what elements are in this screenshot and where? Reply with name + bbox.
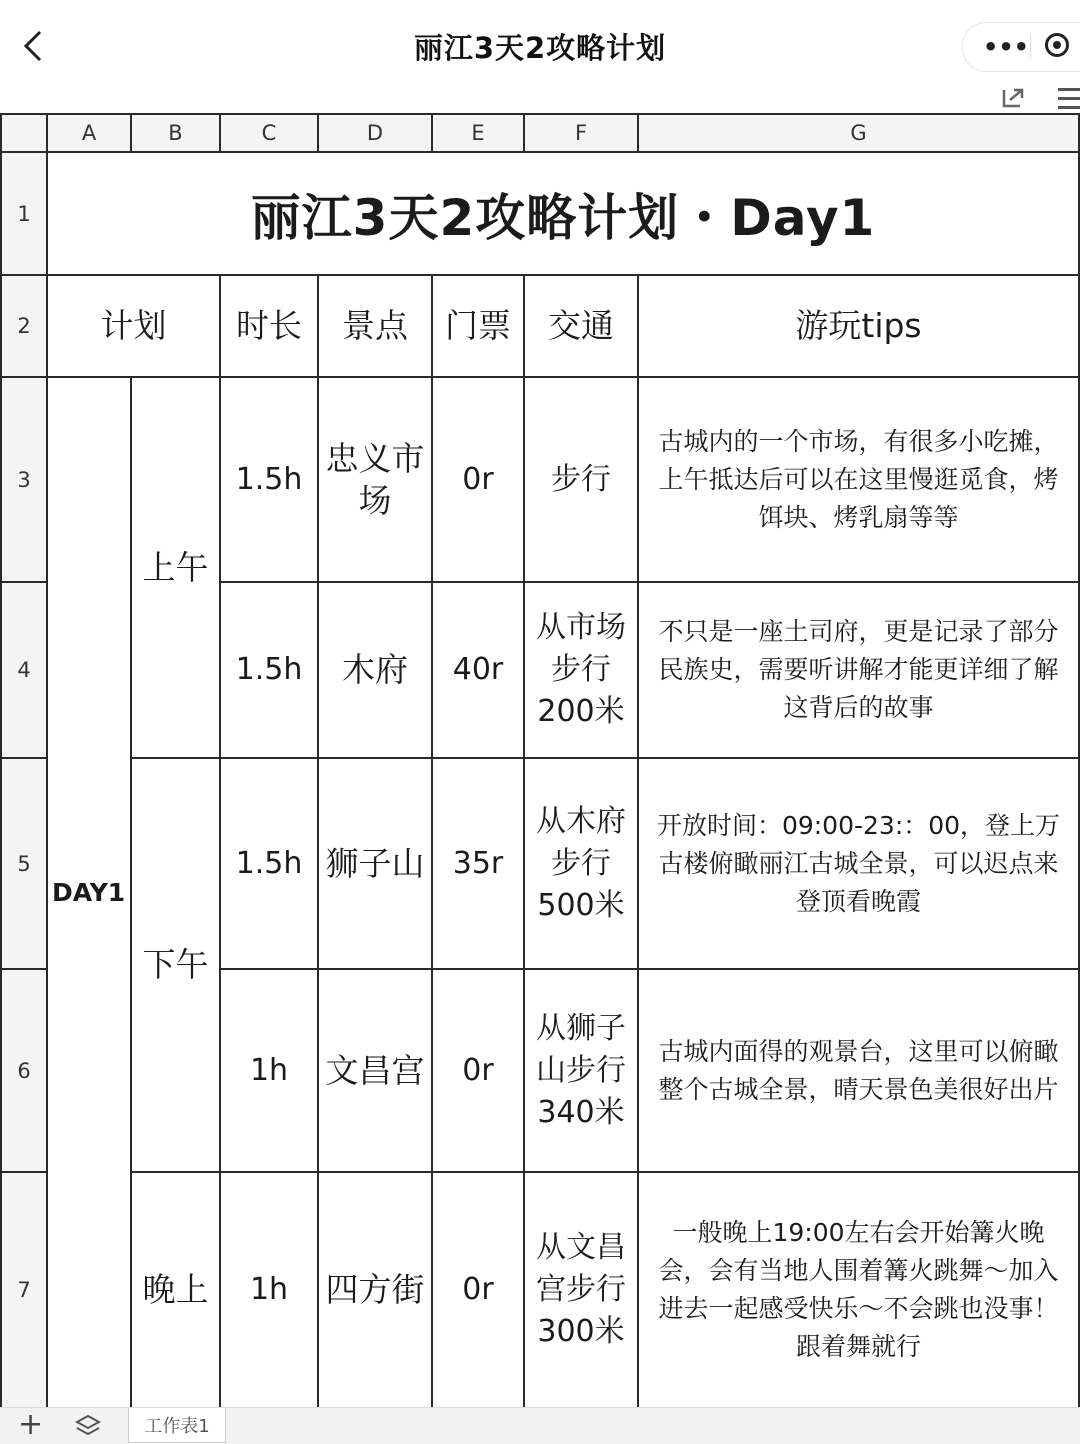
header-transport[interactable]: 交通 bbox=[525, 276, 639, 378]
transport-cell[interactable]: 步行 bbox=[525, 378, 639, 583]
row-header-4[interactable]: 4 bbox=[0, 583, 48, 759]
tips-cell[interactable]: 不只是一座土司府，更是记录了部分民族史，需要听讲解才能更详细了解这背后的故事 bbox=[639, 583, 1080, 759]
transport-cell[interactable]: 从市场步行200米 bbox=[525, 583, 639, 759]
transport-cell[interactable]: 从文昌宫步行300米 bbox=[525, 1173, 639, 1409]
ticket-cell[interactable]: 0r bbox=[433, 378, 525, 583]
period-evening[interactable]: 晚上 bbox=[132, 1173, 221, 1409]
row-header-3[interactable]: 3 bbox=[0, 378, 48, 583]
spot-cell[interactable]: 四方街 bbox=[319, 1173, 433, 1409]
row-header-6[interactable]: 6 bbox=[0, 970, 48, 1173]
tips-cell[interactable]: 一般晚上19:00左右会开始篝火晚会，会有当地人围着篝火跳舞～加入进去一起感受快乐～不会跳也没事！跟着舞就行 bbox=[639, 1173, 1080, 1409]
column-header-c[interactable]: C bbox=[221, 113, 319, 153]
more-icon[interactable]: ••• bbox=[983, 33, 1030, 61]
sheet-title-cell[interactable]: 丽江3天2攻略计划・Day1 bbox=[48, 153, 1080, 276]
spot-cell[interactable]: 木府 bbox=[319, 583, 433, 759]
duration-cell[interactable]: 1.5h bbox=[221, 759, 319, 970]
corner-cell[interactable] bbox=[0, 113, 48, 153]
column-header-e[interactable]: E bbox=[433, 113, 525, 153]
header-ticket[interactable]: 门票 bbox=[433, 276, 525, 378]
row-header-2[interactable]: 2 bbox=[0, 276, 48, 378]
ticket-cell[interactable]: 0r bbox=[433, 1173, 525, 1409]
row-header-5[interactable]: 5 bbox=[0, 759, 48, 970]
column-header-a[interactable]: A bbox=[48, 113, 132, 153]
spot-cell[interactable]: 狮子山 bbox=[319, 759, 433, 970]
duration-cell[interactable]: 1.5h bbox=[221, 378, 319, 583]
spreadsheet-grid bbox=[0, 113, 1080, 1409]
header-duration[interactable]: 时长 bbox=[221, 276, 319, 378]
spot-cell[interactable]: 忠义市场 bbox=[319, 378, 433, 583]
spot-cell[interactable]: 文昌宫 bbox=[319, 970, 433, 1173]
header-spot[interactable]: 景点 bbox=[319, 276, 433, 378]
ticket-cell[interactable]: 35r bbox=[433, 759, 525, 970]
ticket-cell[interactable]: 0r bbox=[433, 970, 525, 1173]
mini-program-capsule bbox=[962, 22, 1080, 72]
period-morning[interactable]: 上午 bbox=[132, 378, 221, 759]
period-afternoon[interactable]: 下午 bbox=[132, 759, 221, 1173]
tips-cell[interactable]: 开放时间：09:00-23:：00，登上万古楼俯瞰丽江古城全景，可以迟点来登顶看晚霞 bbox=[639, 759, 1080, 970]
tips-cell[interactable]: 古城内的一个市场，有很多小吃摊，上午抵达后可以在这里慢逛觅食，烤饵块、烤乳扇等等 bbox=[639, 378, 1080, 583]
close-target-icon[interactable] bbox=[1045, 33, 1069, 57]
transport-cell[interactable]: 从木府步行500米 bbox=[525, 759, 639, 970]
column-header-g[interactable]: G bbox=[639, 113, 1080, 153]
open-external-icon[interactable] bbox=[1000, 86, 1028, 110]
sheet-tab[interactable]: 工作表1 bbox=[128, 1408, 226, 1443]
row-header-1[interactable]: 1 bbox=[0, 153, 48, 276]
page-title: 丽江3天2攻略计划 bbox=[413, 31, 667, 65]
add-sheet-button[interactable]: + bbox=[18, 1407, 44, 1442]
column-header-d[interactable]: D bbox=[319, 113, 433, 153]
capsule-divider bbox=[1030, 35, 1031, 59]
row-header-7[interactable]: 7 bbox=[0, 1173, 48, 1409]
sheet-tab-bar bbox=[0, 1407, 1080, 1444]
ticket-cell[interactable]: 40r bbox=[433, 583, 525, 759]
column-header-f[interactable]: F bbox=[525, 113, 639, 153]
duration-cell[interactable]: 1h bbox=[221, 970, 319, 1173]
duration-cell[interactable]: 1.5h bbox=[221, 583, 319, 759]
header-plan[interactable]: 计划 bbox=[48, 276, 221, 378]
transport-cell[interactable]: 从狮子山步行340米 bbox=[525, 970, 639, 1173]
tips-cell[interactable]: 古城内面得的观景台，这里可以俯瞰整个古城全景，晴天景色美很好出片 bbox=[639, 970, 1080, 1173]
header-tips[interactable]: 游玩tips bbox=[639, 276, 1080, 378]
day-cell[interactable]: DAY1 bbox=[48, 378, 132, 1409]
column-header-b[interactable]: B bbox=[132, 113, 221, 153]
layers-icon[interactable] bbox=[74, 1413, 102, 1439]
menu-icon[interactable] bbox=[1058, 88, 1080, 108]
duration-cell[interactable]: 1h bbox=[221, 1173, 319, 1409]
top-bar bbox=[0, 0, 1080, 95]
